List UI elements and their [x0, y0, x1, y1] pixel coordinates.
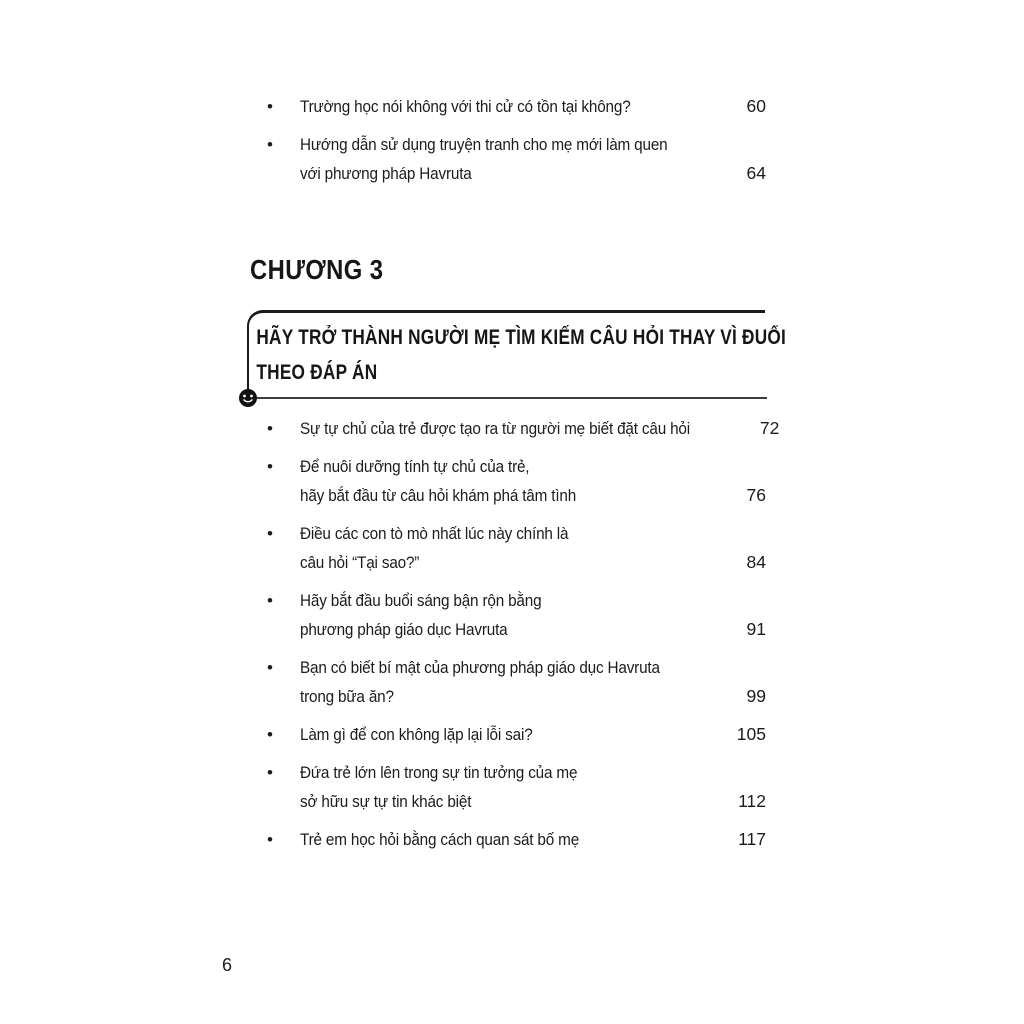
toc-entry	[250, 720, 766, 749]
toc-entry-text	[300, 130, 678, 188]
toc-entry-text	[300, 653, 678, 711]
bullet-icon: •	[267, 591, 273, 610]
toc-list-top	[250, 92, 766, 197]
toc-entry	[250, 414, 780, 443]
toc-entry-page: 84	[746, 552, 766, 572]
toc-entry-line: phương pháp giáo dục Havruta	[300, 620, 508, 639]
bullet-icon: •	[267, 524, 273, 543]
toc-entry-line: Sự tự chủ của trẻ được tạo ra từ người mẹ biết đặt câu hỏi	[300, 419, 690, 438]
bullet-icon: •	[267, 97, 273, 116]
toc-entry-line: Trẻ em học hỏi bằng cách quan sát bố mẹ	[300, 830, 580, 849]
toc-entry-line: hãy bắt đầu từ câu hỏi khám phá tâm tình	[300, 486, 577, 505]
toc-entry-text	[300, 414, 690, 443]
page-number: 6	[222, 955, 233, 975]
toc-entry-text	[300, 720, 678, 749]
toc-entry-line: câu hỏi “Tại sao?”	[300, 553, 420, 572]
toc-entry-text	[300, 586, 678, 644]
toc-entry-page: 76	[746, 485, 766, 505]
toc-entry-line: Hãy bắt đầu buổi sáng bận rộn bằng	[300, 591, 542, 610]
chapter-label: CHƯƠNG 3	[250, 254, 384, 285]
toc-entry-line: Hướng dẫn sử dụng truyện tranh cho mẹ mới làm quen	[300, 135, 668, 154]
toc-entry-page: 64	[746, 163, 766, 183]
toc-entry-line: trong bữa ăn?	[300, 687, 394, 706]
bullet-icon: •	[267, 725, 273, 744]
toc-entry-line: Để nuôi dưỡng tính tự chủ của trẻ,	[300, 457, 530, 476]
toc-entry	[250, 92, 766, 121]
toc-entry-page: 112	[738, 791, 766, 811]
toc-entry-line: Làm gì để con không lặp lại lỗi sai?	[300, 725, 533, 744]
toc-entry-page: 60	[746, 96, 766, 116]
toc-entry-line: Điều các con tò mò nhất lúc này chính là	[300, 524, 569, 543]
toc-entry-page: 91	[746, 619, 766, 639]
toc-entry-text	[300, 519, 678, 577]
toc-entry	[250, 519, 766, 577]
toc-entry-page: 105	[736, 724, 766, 744]
toc-entry-page: 99	[746, 686, 766, 706]
toc-entry-line: Bạn có biết bí mật của phương pháp giáo dục Havruta	[300, 658, 660, 677]
toc-entry-line: Trường học nói không với thi cử có tồn tại không?	[300, 97, 631, 116]
toc-entry-line: sở hữu sự tự tin khác biệt	[300, 792, 472, 811]
bullet-icon: •	[267, 135, 273, 154]
toc-entry-page: 117	[738, 829, 766, 849]
toc-entry-text	[300, 92, 678, 121]
toc-entry-text	[300, 825, 678, 854]
chapter-title-frame	[247, 310, 787, 398]
bullet-icon: •	[267, 457, 273, 476]
toc-entry	[250, 452, 766, 510]
bullet-icon: •	[267, 419, 273, 438]
toc-entry-line: Đứa trẻ lớn lên trong sự tin tưởng của mẹ	[300, 763, 578, 782]
toc-entry-line: với phương pháp Havruta	[300, 164, 472, 183]
toc-entry-text	[300, 452, 678, 510]
bullet-icon: •	[267, 763, 273, 782]
toc-entry	[250, 825, 766, 854]
toc-entry	[250, 653, 766, 711]
chapter-title-line-2: THEO ĐÁP ÁN	[256, 361, 378, 384]
toc-list-main	[250, 414, 780, 863]
chapter-title-line-1: HÃY TRỞ THÀNH NGƯỜI MẸ TÌM KIẾM CÂU HỎI THAY VÌ ĐUỔI	[256, 326, 787, 349]
toc-entry-page: 72	[759, 418, 780, 438]
toc-entry	[250, 130, 766, 188]
toc-entry-text	[300, 758, 678, 816]
toc-entry	[250, 758, 766, 816]
toc-entry	[250, 586, 766, 644]
smiley-bead-icon	[237, 387, 259, 409]
bullet-icon: •	[267, 658, 273, 677]
frame-bottom-line	[257, 397, 767, 399]
chapter-title	[249, 313, 787, 390]
bullet-icon: •	[267, 830, 273, 849]
